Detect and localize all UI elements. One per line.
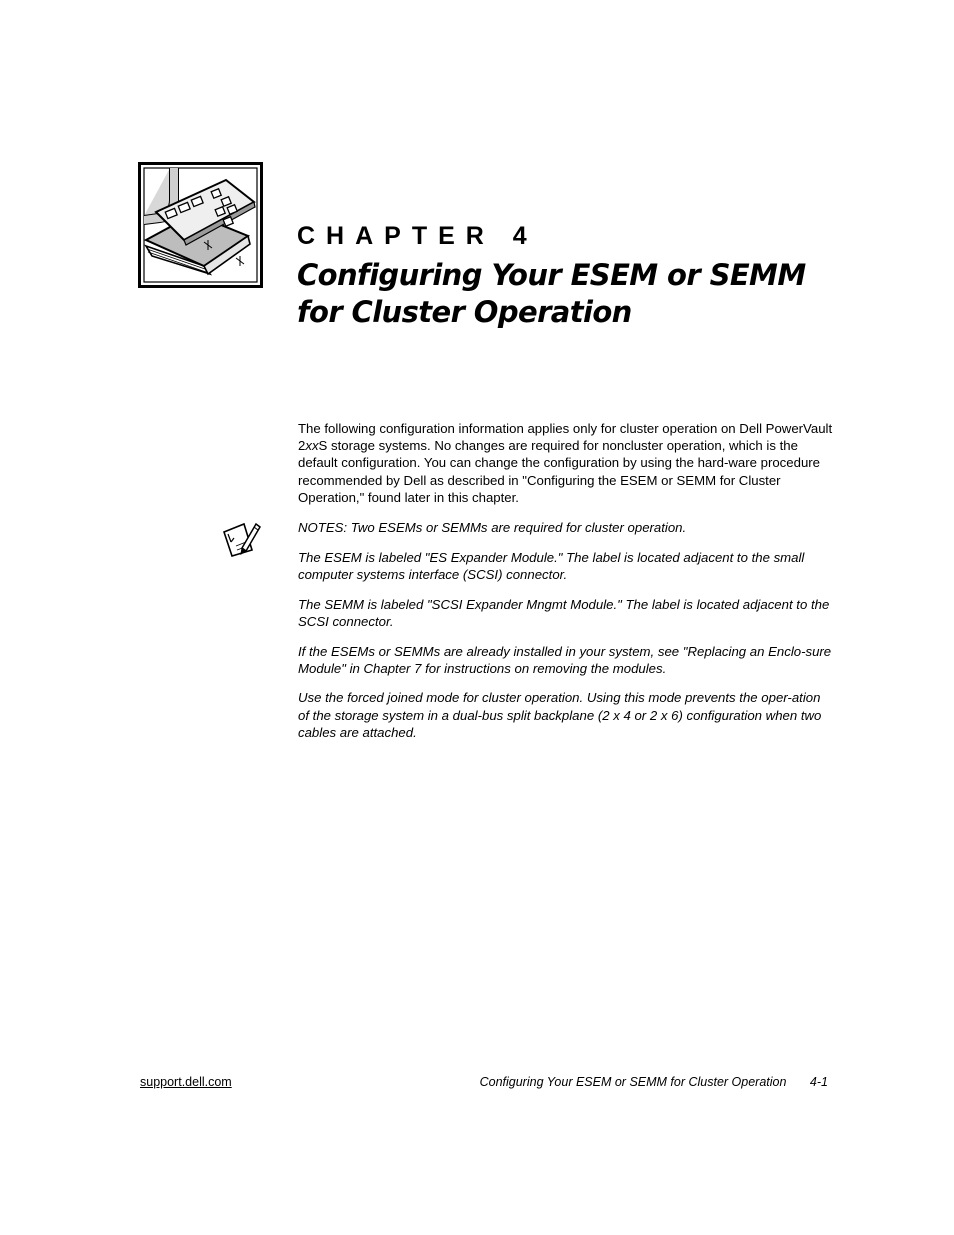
book-with-circuit-board-icon	[138, 162, 263, 288]
chapter-title-line-2: for Cluster Operation	[297, 295, 632, 329]
chapter-title	[297, 257, 857, 331]
notes-block	[298, 519, 833, 754]
note-item: The SEMM is labeled "SCSI Expander Mngmt Module." The label is located adjacent to the SCSI connector.	[298, 596, 830, 629]
note-item: Use the forced joined mode for cluster operation. Using this mode prevents the oper-ation of the storage system in a dual-bus split backplane (2 x 4 or 2 x 6) configuration when two cables are attached.	[298, 690, 822, 740]
page-footer	[480, 1074, 828, 1090]
intro-text-part-1: The following configuration information applies only for cluster operation on Dell PowerVault 2	[298, 421, 833, 454]
chapter-label: CHAPTER 4	[297, 222, 538, 250]
chapter-title-line-1: Configuring Your ESEM or SEMM	[297, 258, 806, 292]
page-number: 4-1	[809, 1075, 828, 1089]
support-link[interactable]: support.dell.com	[140, 1075, 232, 1089]
note-item: NOTES: Two ESEMs or SEMMs are required for cluster operation.	[298, 520, 687, 535]
note-item: If the ESEMs or SEMMs are already installed in your system, see "Replacing an Enclo-sure Module" in Chapter 7 for instructions on removing the modules.	[298, 643, 832, 676]
intro-paragraph	[298, 420, 833, 506]
intro-text-italic: xx	[305, 438, 319, 454]
note-item: The ESEM is labeled "ES Expander Module." The label is located adjacent to the small computer systems interface (SCSI) connector.	[298, 549, 805, 582]
running-title: Configuring Your ESEM or SEMM for Cluster Operation	[479, 1075, 787, 1089]
note-pencil-icon	[222, 520, 262, 558]
intro-text-part-2: S storage systems. No changes are required for noncluster operation, which is the default configuration. You can change the configuration by using the hard-ware procedure recommended by Dell as described in "Configuring the ESEM or SEMM for Cluster Operation," found later in this chapter.	[298, 438, 820, 505]
